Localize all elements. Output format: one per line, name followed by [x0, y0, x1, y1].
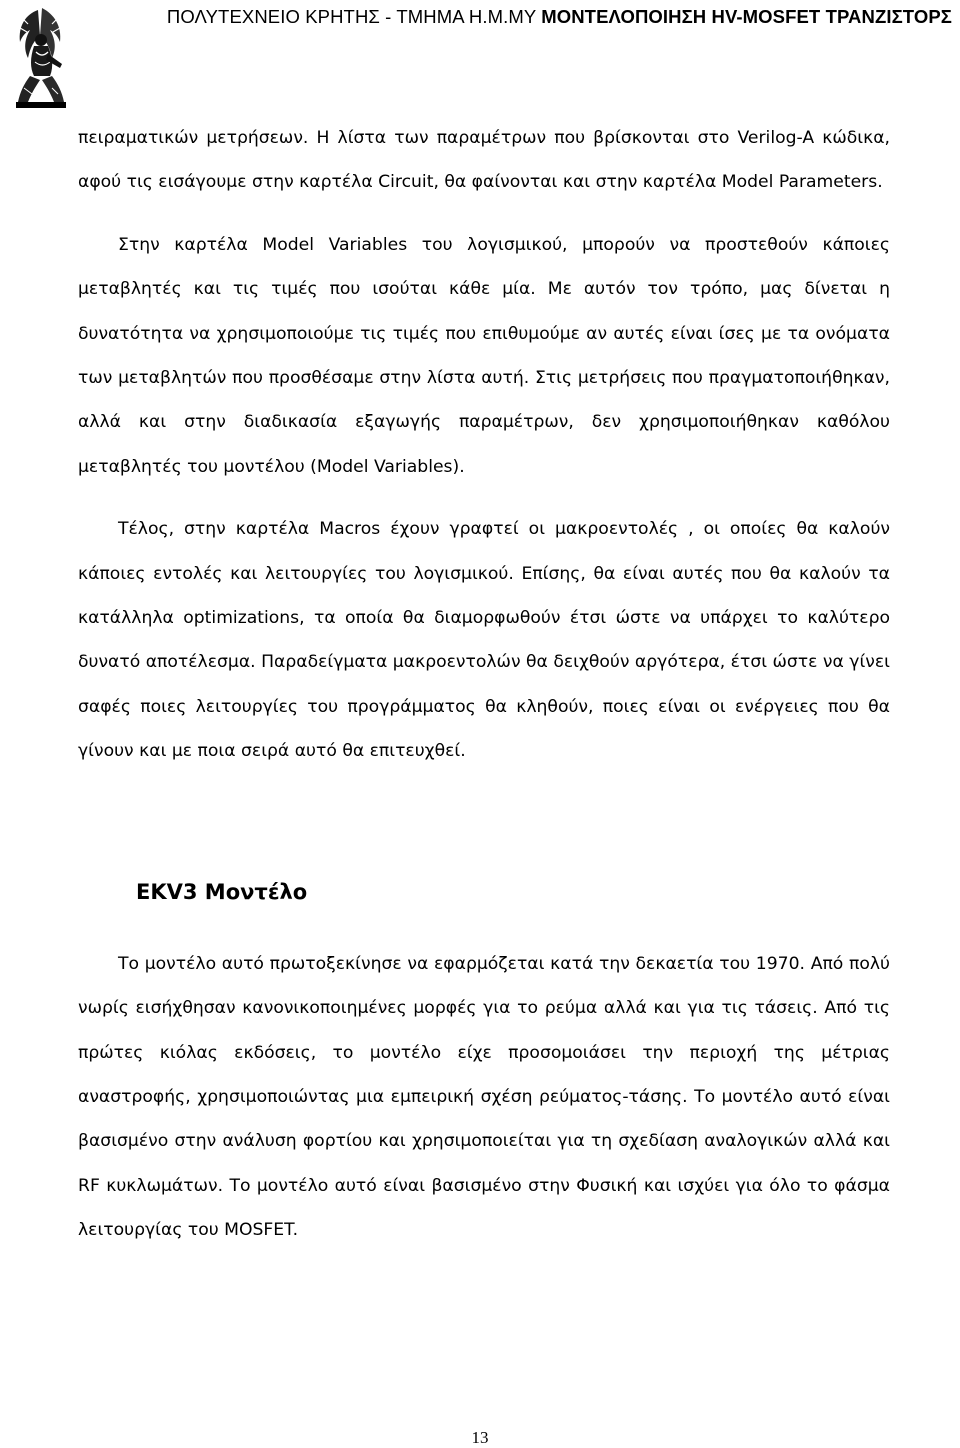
paragraph-gap — [78, 489, 890, 507]
page-number: 13 — [471, 1428, 489, 1447]
paragraph-gap — [78, 205, 890, 223]
section-spacer — [78, 774, 890, 878]
paragraph-continuation: πειραματικών μετρήσεων. Η λίστα των παραμέτρων που βρίσκονται στο Verilog-A κώδικα, αφού τις εισάγουμε στην καρτέλα Circuit, θα φαίνονται και στην καρτέλα Model Parameters. — [78, 128, 890, 193]
page-header — [0, 0, 960, 118]
document-body — [78, 116, 890, 1253]
header-institution: ΠΟΛΥΤΕΧΝΕΙΟ ΚΡΗΤΗΣ - ΤΜΗΜΑ Η.Μ.ΜΥ — [166, 6, 536, 27]
section-spacer — [78, 906, 890, 942]
header-title: ΜΟΝΤΕΛΟΠΟΙΗΣΗ HV-MOSFET ΤΡΑΝΖΙΣΤΟΡΣ — [541, 6, 952, 27]
university-seal-logo — [8, 6, 74, 112]
header-line — [167, 6, 952, 28]
paragraph-model-variables: Στην καρτέλα Model Variables του λογισμικού, μπορούν να προστεθούν κάποιες μεταβλητές και τις τιμές που ισούται κάθε μία. Με αυτόν τον τρόπο, μας δίνεται η δυνατότητα να χρησιμοποιούμε τις τιμές που επιθυμούμε αν αυτές είναι ίσες με τα ονόματα των μεταβλητών που προσθέσαμε στην λίστα αυτή. Στις μετρήσεις που πραγματοποιήθηκαν, αλλά και στην διαδικασία εξαγωγής παραμέτρων, δεν χρησιμοποιήθηκαν καθόλου μεταβλητές του μοντέλου (Model Variables). — [78, 234, 890, 477]
paragraph-ekv3: Το μοντέλο αυτό πρωτοξεκίνησε να εφαρμόζεται κατά την δεκαετία του 1970. Από πολύ νωρίς εισήχθησαν κανονικοποιημένες μορφές για το ρεύμα αλλά και για τις τάσεις. Από τις πρώτες κιόλας εκδόσεις, το μοντέλο είχε προσομοιάσει την περιοχή της μέτριας αναστροφής, χρησιμοποιώντας μια εμπειρική σχέση ρεύματος-τάσης. Το μοντέλο αυτό είναι βασισμένο στην ανάλυση φορτίου και χρησιμοποιείται για τη σχεδίαση αναλογικών αλλά και RF κυκλωμάτων. Το μοντέλο αυτό είναι βασισμένο στην Φυσική και ισχύει για όλο το φάσμα λειτουργίας του MOSFET. — [78, 953, 890, 1241]
section-heading-ekv3: EKV3 Μοντέλο — [136, 879, 308, 904]
paragraph-macros: Τέλος, στην καρτέλα Macros έχουν γραφτεί οι μακροεντολές , οι οποίες θα καλούν κάποιες εντολές και λειτουργίες του λογισμικού. Επίσης, θα είναι αυτές που θα καλούν τα κατάλληλα optimizations, τα οποία θα διαμορφωθούν έτσι ώστε να υπάρχει το καλύτερο δυνατό αποτέλεσμα. Παραδείγματα μακροεντολών θα δειχθούν αργότερα, έτσι ώστε να γίνει σαφές ποιες λειτουργίες του προγράμματος θα κληθούν, ποιες είναι οι ενέργειες που θα γίνουν και με ποια σειρά αυτό θα επιτευχθεί. — [78, 519, 890, 762]
